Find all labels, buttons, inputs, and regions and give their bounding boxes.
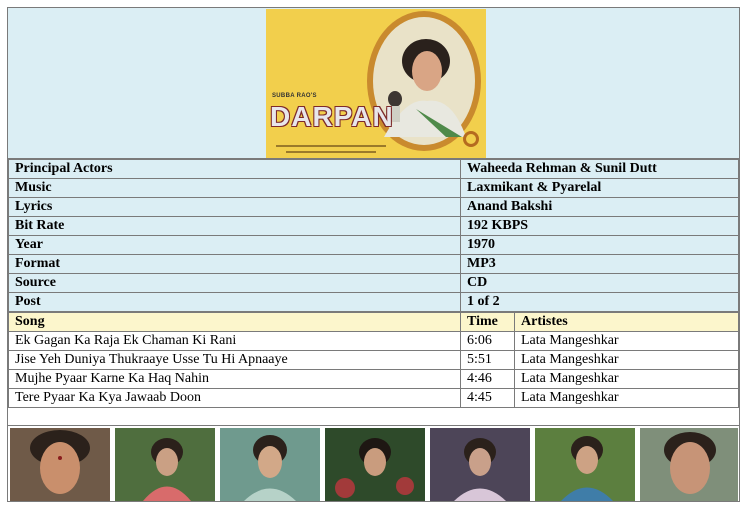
screenshot-strip [10, 428, 738, 501]
info-row-format [9, 255, 739, 274]
table-row [9, 351, 739, 370]
table-row [9, 370, 739, 389]
info-row-lyrics [9, 198, 739, 217]
poster-studio-text: SUBBA RAO'S [272, 93, 317, 99]
info-label: Bit Rate [9, 217, 461, 236]
poster-art [266, 9, 486, 158]
info-row-year [9, 236, 739, 255]
info-value: 1970 [461, 236, 739, 255]
info-row-music [9, 179, 739, 198]
song-artist: Lata Mangeshkar [515, 351, 739, 370]
info-label: Post [9, 293, 461, 312]
movie-still [115, 428, 215, 501]
column-header-song: Song [9, 313, 461, 332]
info-row-source [9, 274, 739, 293]
movie-still [430, 428, 530, 501]
song-artist: Lata Mangeshkar [515, 370, 739, 389]
movie-still [535, 428, 635, 501]
movie-still [10, 428, 110, 501]
song-title: Jise Yeh Duniya Thukraaye Usse Tu Hi Apnaaye [9, 351, 461, 370]
song-time: 5:51 [461, 351, 515, 370]
info-label: Year [9, 236, 461, 255]
poster-row [8, 8, 739, 159]
song-title: Ek Gagan Ka Raja Ek Chaman Ki Rani [9, 332, 461, 351]
song-artist: Lata Mangeshkar [515, 389, 739, 408]
info-value: 1 of 2 [461, 293, 739, 312]
movie-still [220, 428, 320, 501]
info-value: Anand Bakshi [461, 198, 739, 217]
song-artist: Lata Mangeshkar [515, 332, 739, 351]
song-title: Mujhe Pyaar Karne Ka Haq Nahin [9, 370, 461, 389]
spacer-row [8, 407, 739, 426]
album-info-table [8, 159, 739, 312]
info-label: Source [9, 274, 461, 293]
tracklist-header [9, 313, 739, 332]
info-value: MP3 [461, 255, 739, 274]
info-value: Laxmikant & Pyarelal [461, 179, 739, 198]
song-time: 4:46 [461, 370, 515, 389]
song-time: 6:06 [461, 332, 515, 351]
song-time: 4:45 [461, 389, 515, 408]
table-row [9, 389, 739, 408]
album-poster [266, 9, 486, 158]
song-title: Tere Pyaar Ka Kya Jawaab Doon [9, 389, 461, 408]
movie-still [640, 428, 740, 501]
column-header-time: Time [461, 313, 515, 332]
poster-title: DARPAN [270, 101, 394, 132]
info-label: Music [9, 179, 461, 198]
info-row-post [9, 293, 739, 312]
info-row-actors [9, 160, 739, 179]
info-value: Waheeda Rehman & Sunil Dutt [461, 160, 739, 179]
info-label: Format [9, 255, 461, 274]
info-value: 192 KBPS [461, 217, 739, 236]
tracklist-table [8, 312, 739, 408]
info-row-bitrate [9, 217, 739, 236]
info-label: Principal Actors [9, 160, 461, 179]
movie-still [325, 428, 425, 501]
column-header-artistes: Artistes [515, 313, 739, 332]
info-label: Lyrics [9, 198, 461, 217]
info-value: CD [461, 274, 739, 293]
table-row [9, 332, 739, 351]
